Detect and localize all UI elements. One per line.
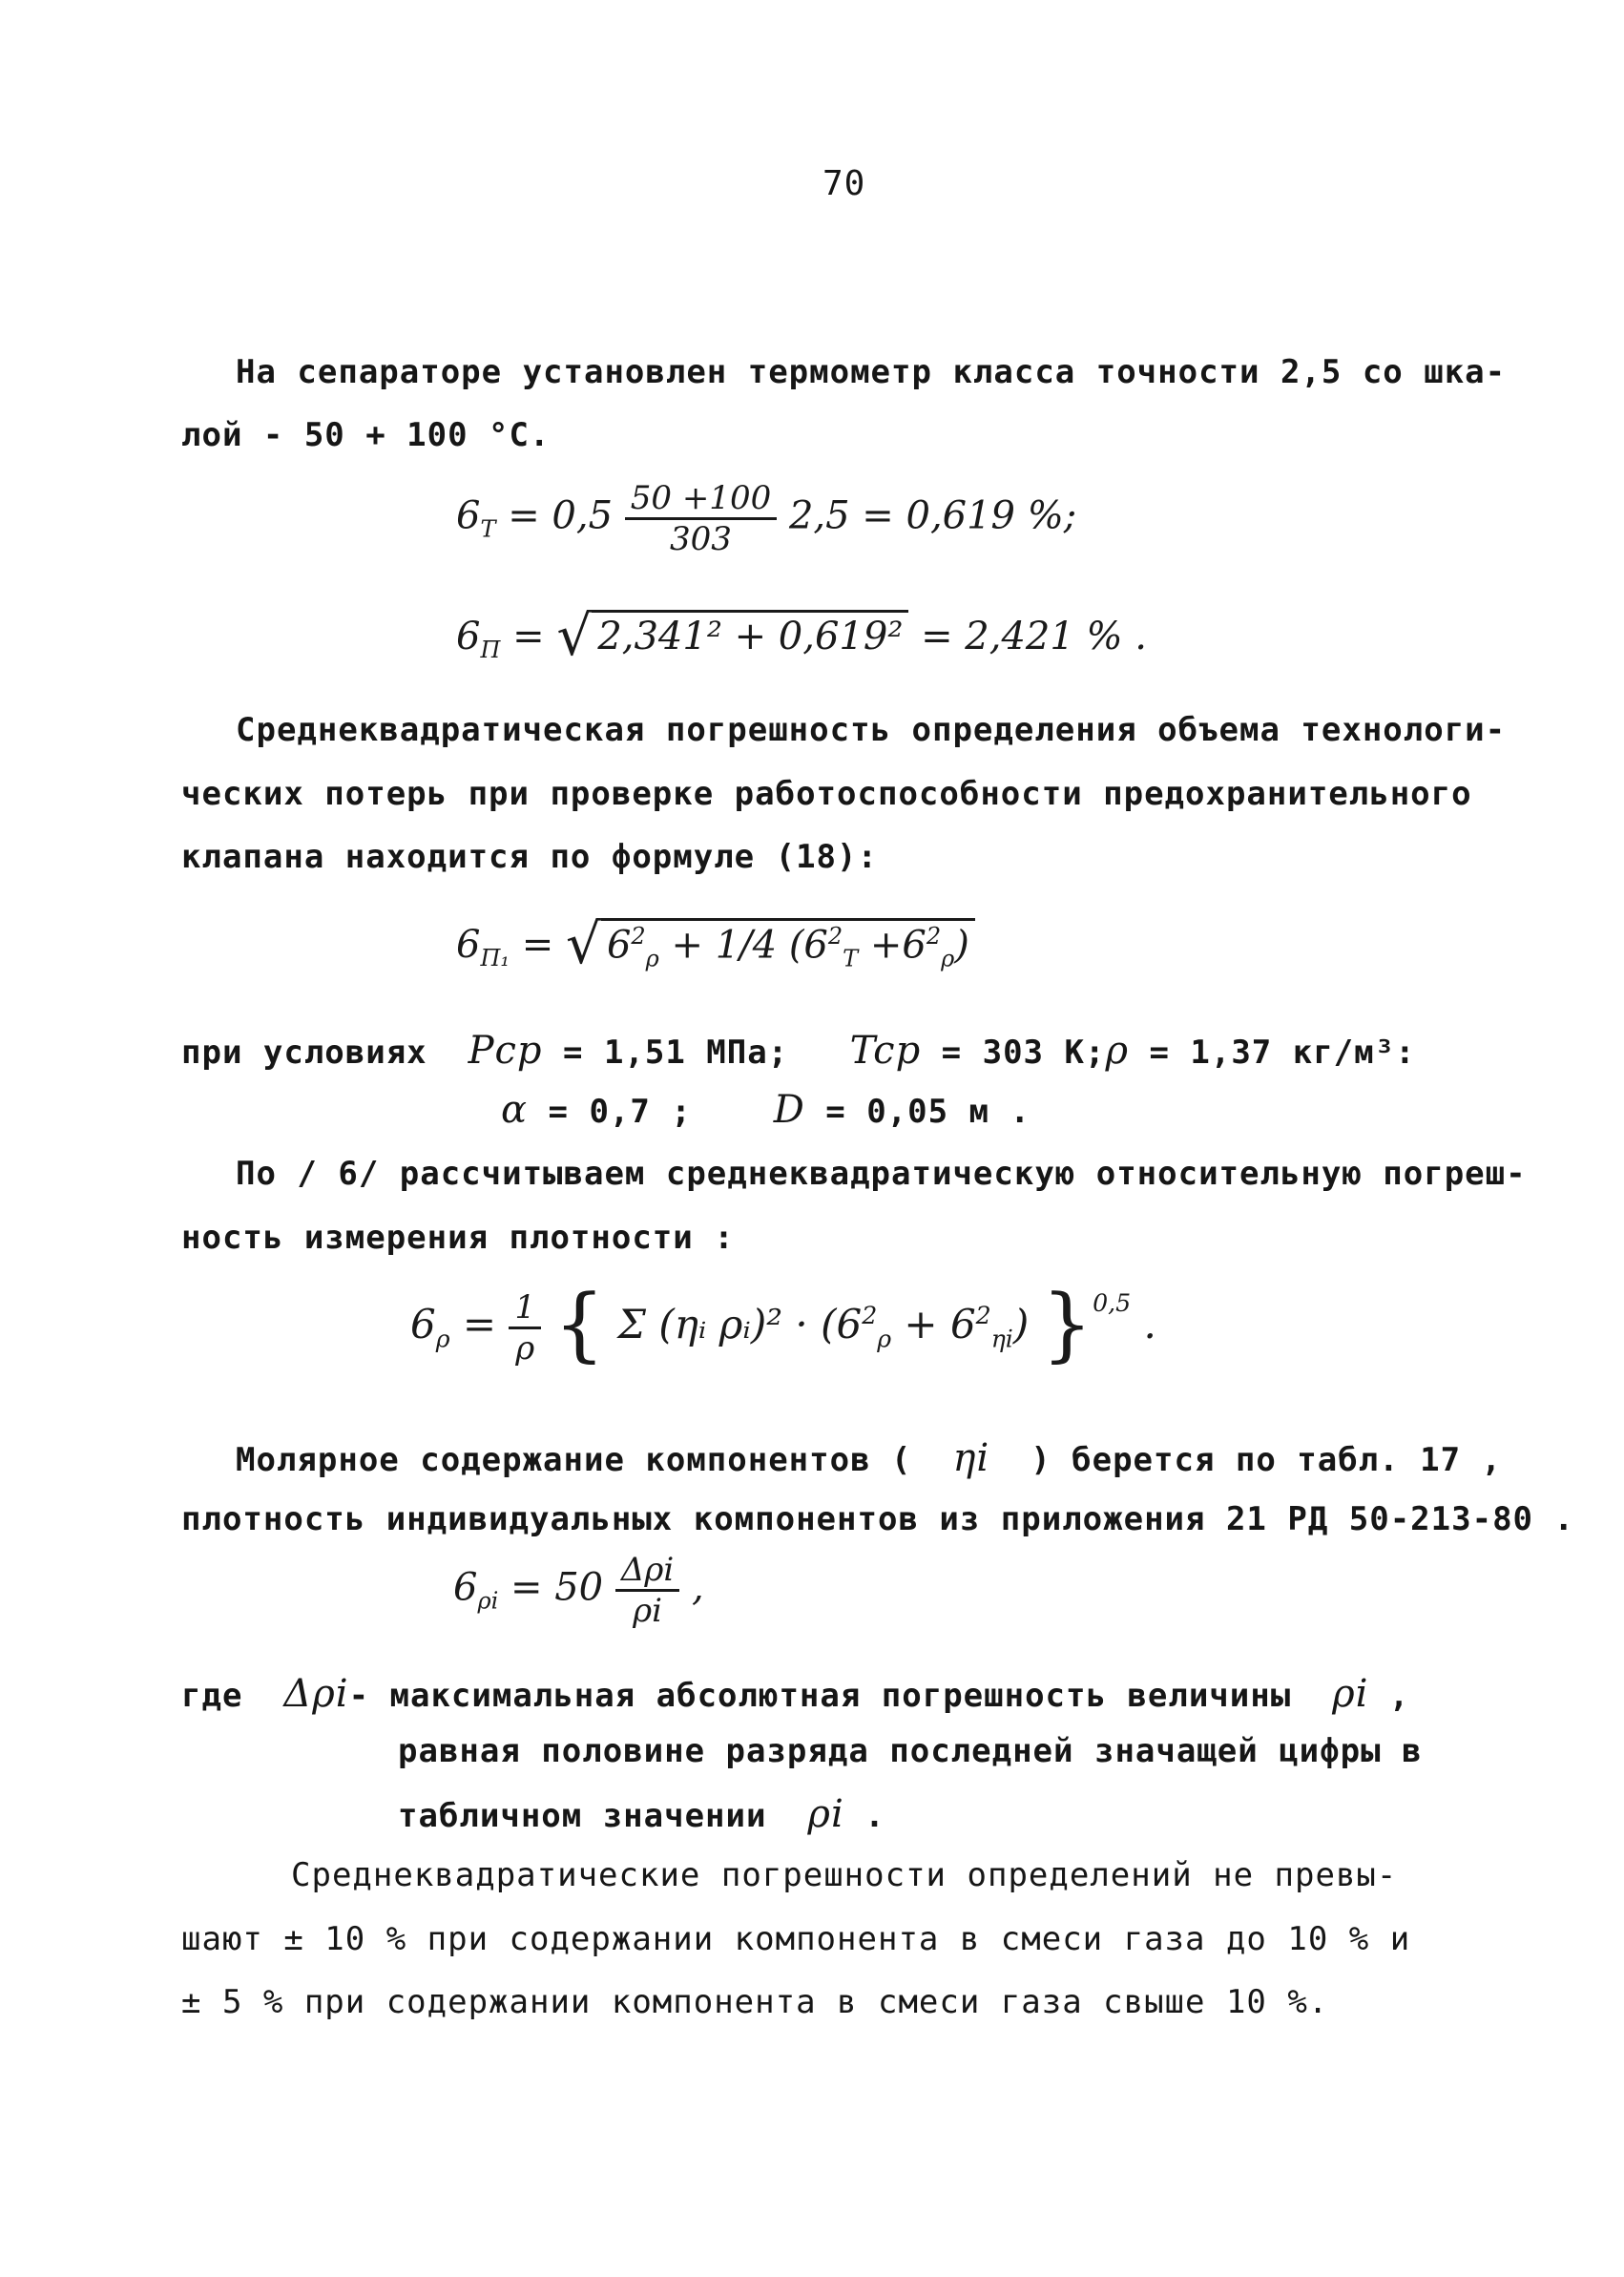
alpha-value: = 0,7 ; — [548, 1093, 692, 1131]
sigma-rho-body: Σ (ηᵢ ρᵢ)² · (6 — [617, 1301, 863, 1347]
sigma-rhoi-numerator: Δρi — [615, 1551, 679, 1592]
sigma-rho-fraction — [509, 1288, 541, 1368]
para4-line2: плотность индивидуальных компонентов из приложения 21 РД 50-213-80 . — [181, 1500, 1574, 1538]
rho-i-symbol: ρi — [1332, 1672, 1369, 1716]
sigma-p1-lhs-sub: П₁ — [480, 945, 510, 971]
para1-line1: На сепараторе установлен термометр класса точности 2,5 со шка- — [236, 353, 1507, 391]
sigma-rhoi-denominator: ρi — [633, 1592, 662, 1630]
right-brace: } — [1041, 1277, 1093, 1370]
para5-line3: ± 5 % при содержании компонента в смеси газа свыше 10 %. — [181, 1983, 1329, 2021]
where-prefix: где — [181, 1677, 243, 1715]
t-cp-symbol: Tcp — [849, 1029, 922, 1073]
para5-line2: шают ± 10 % при содержании компонента в смеси газа до 10 % и — [181, 1920, 1411, 1958]
para2-line1: Среднеквадратическая погрешность определения объема технологи- — [236, 711, 1507, 749]
page-number: 70 — [822, 164, 866, 203]
para4-line1 — [236, 1436, 1502, 1480]
formula-sigma-p1 — [456, 911, 975, 976]
sigma-rhoi-lhs-sub: ρi — [477, 1587, 499, 1615]
sigma-p1-radicand: $6^2_\rho + 1/4$ $(6^2_T +6^2_\rho)$ — [601, 918, 975, 971]
sigma-t-lhs-sub: T — [480, 515, 496, 543]
para2-line3: клапана находится по формуле (18): — [181, 838, 878, 876]
delta-rho-symbol: Δρi — [283, 1672, 349, 1716]
sigma-rho-rho: ρ — [515, 1328, 535, 1368]
where-line3-text: табличном значении — [398, 1797, 767, 1835]
para2-line2: ческих потерь при проверке работоспособности предохранительного — [181, 775, 1472, 813]
sigma-p1-eq: = — [521, 923, 554, 967]
para3-line1: По / 6/ рассчитываем среднеквадратическую относительную погреш- — [236, 1155, 1527, 1193]
sigma-rho-lhs-sub: ρ — [435, 1325, 450, 1353]
rho-symbol: ρ — [1105, 1029, 1129, 1073]
p-cp-symbol: Pcp — [468, 1029, 543, 1073]
conditions-line1 — [181, 1029, 1416, 1073]
sigma-rhoi-comma: , — [691, 1565, 704, 1610]
sigma-p-tail: = 2,421 % . — [921, 615, 1147, 658]
sigma-p-radicand: 2,341² + 0,619² — [592, 610, 908, 658]
sigma-rhoi-lhs: 6 — [453, 1565, 478, 1610]
where-line1-text: - максимальная абсолютная погрешность величины — [348, 1677, 1292, 1715]
sigma-rhoi-coef: = 50 — [510, 1565, 604, 1610]
sigma-rho-dot: . — [1143, 1301, 1156, 1347]
where-line3: табличном значении ρi . — [398, 1792, 885, 1836]
sigma-rho-one: 1 — [509, 1288, 541, 1329]
formula-sigma-rhoi — [453, 1551, 704, 1630]
formula-sigma-p — [456, 603, 1147, 668]
para3-line2: ность измерения плотности : — [181, 1219, 735, 1257]
rho-i-symbol-2: ρi — [807, 1792, 844, 1836]
para1-line2 — [181, 416, 550, 454]
sigma-rho-exponent: 0,5 — [1093, 1289, 1132, 1317]
d-value: = 0,05 м . — [825, 1093, 1031, 1131]
where-line2: равная половине разряда последней значащей цифры в — [398, 1732, 1423, 1770]
t-cp-value: = 303 К; — [941, 1034, 1106, 1072]
sigma-t-denominator: 303 — [670, 520, 732, 558]
sigma-rho-lhs: 6 — [410, 1301, 436, 1347]
sigma-rho-eq: = — [462, 1301, 497, 1347]
para5-line1: Среднеквадратические погрешности определений не превы- — [291, 1856, 1398, 1894]
where-line1: где Δρi- максимальная абсолютная погрешность величины ρi , — [181, 1672, 1410, 1716]
para1-line2-text: лой - 50 + 100 — [181, 416, 489, 454]
conditions-line2 — [501, 1088, 1031, 1132]
sigma-t-lhs: 6 — [456, 493, 481, 538]
sigma-t-coef: = 0,5 — [508, 493, 614, 538]
sqrt-sign: √ — [565, 911, 601, 976]
sigma-p-lhs: 6 — [456, 615, 481, 658]
sigma-p-eq: = — [512, 615, 545, 658]
alpha-symbol: α — [501, 1088, 529, 1132]
sigma-rhoi-fraction — [615, 1551, 679, 1630]
eta-symbol: ηi — [952, 1436, 990, 1480]
conditions-prefix: при условиях — [181, 1034, 427, 1072]
rho-value: = 1,37 кг/м³: — [1149, 1034, 1416, 1072]
formula-sigma-rho: $6_\rho$ = $\frac{1}{\rho}$ { Σ (ηᵢ ρᵢ)² · $(6^2_\rho + 6^2_{\eta i})$ }$^{0,5}$ . — [410, 1277, 1156, 1370]
sigma-t-tail: 2,5 = 0,619 %; — [788, 493, 1077, 538]
sigma-p-lhs-sub: П — [480, 637, 501, 663]
left-brace: { — [553, 1277, 605, 1370]
sqrt-sign: √ — [556, 603, 593, 668]
para4-line1-b: ) берется по табл. 17 , — [1031, 1441, 1502, 1479]
d-symbol: D — [773, 1088, 805, 1132]
sigma-t-fraction — [625, 479, 777, 558]
degree-celsius: °С. — [489, 416, 551, 454]
para4-line1-a: Молярное содержание компонентов ( — [236, 1441, 912, 1479]
formula-sigma-t — [456, 479, 1076, 558]
sigma-p1-lhs: 6 — [456, 923, 481, 967]
sigma-t-numerator: 50 +100 — [625, 479, 777, 520]
p-cp-value: = 1,51 МПа; — [563, 1034, 789, 1072]
